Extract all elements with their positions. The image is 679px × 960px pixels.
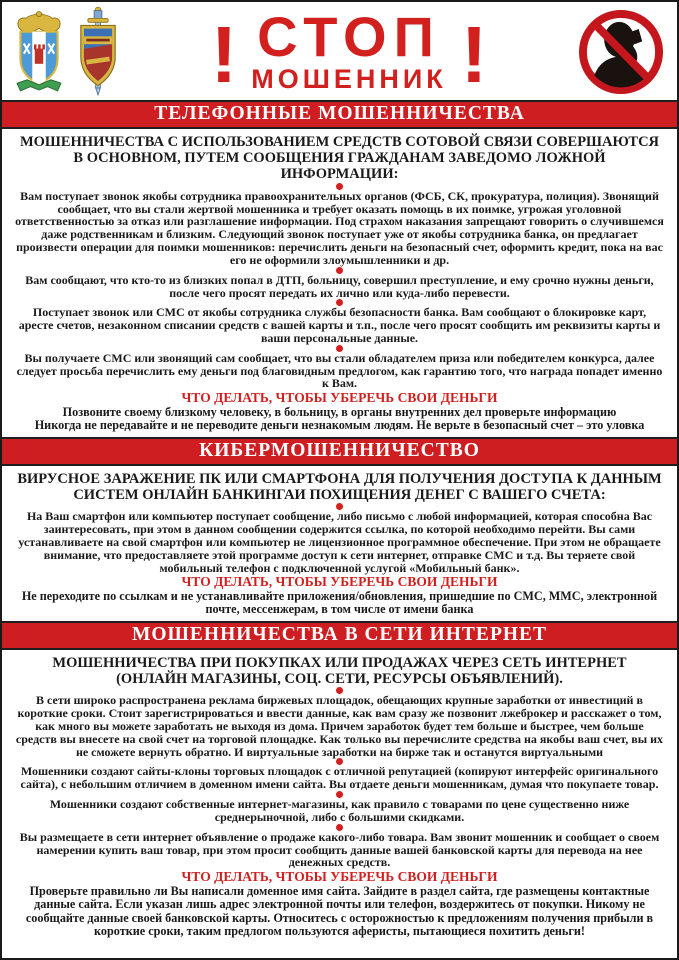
- section-intro: МОШЕННИЧЕСТВА ПРИ ПОКУПКАХ ИЛИ ПРОДАЖАХ ЧЕРЕЗ СЕТЬ ИНТЕРНЕТ (ОНЛАЙН МАГАЗИНЫ, СОЦ. СЕТИ, РЕСУРСЫ ОБЪЯВЛЕНИЙ).: [52, 654, 627, 688]
- bullet-paragraph: Вам сообщают, что кто-то из близких попал в ДТП, больницу, совершил преступление, и ему срочно нужны деньги, после чего просят передать их лично или куда-либо перевести.: [25, 272, 654, 300]
- section-cyber-fraud: [2, 466, 677, 621]
- exclamation-mark-right: !: [460, 9, 488, 99]
- what-to-do-heading: ЧТО ДЕЛАТЬ, ЧТОБЫ УБЕРЕЧЬ СВОИ ДЕНЬГИ: [181, 574, 498, 590]
- section-intro: МОШЕННИЧЕСТВА С ИСПОЛЬЗОВАНИЕМ СРЕДСТВ СОТОВОЙ СВЯЗИ СОВЕРШАЮТСЯ В ОСНОВНОМ, ПУТЕМ СООБЩЕНИЯ ГРАЖДАНАМ ЗАВЕДОМО ЛОЖНОЙ ИНФОРМАЦИИ:: [19, 134, 660, 183]
- title-words: [251, 5, 447, 94]
- fraudster-title: МОШЕННИК: [251, 63, 447, 94]
- bullet-paragraph: Вы размещаете в сети интернет объявление о продаже какого-либо товара. Вам звонит мошенник и сообщает о своем намерении купить ваш товар, при этом просит сообщить данные вашей банковской карты для перевода на нее денежных средств.: [19, 829, 660, 870]
- exclamation-mark-left: !: [210, 9, 238, 99]
- section-phone-fraud: [2, 129, 677, 437]
- bullet-paragraph: Поступает звонок или СМС от якобы сотрудника службы безопасности банка. Вам сообщают о блокировке карт, аресте счетов, незаконном списании средств с вашей карты и т.п., после чего просят сообщить им реквизиты карты и ваши персональные данные.: [18, 305, 661, 345]
- police-emblem-icon: [12, 6, 66, 98]
- section-internet-fraud: [2, 650, 677, 942]
- banner-phone-fraud: ТЕЛЕФОННЫЕ МОШЕННИЧЕСТВА: [2, 100, 677, 129]
- advice-line: Не переходите по ссылкам и не устанавливайте приложения/обновления, пришедшие по СМС, ММС, электронной почте, мессенжерам, в том числе от имени банка: [21, 589, 658, 617]
- bullet-paragraph: Мошенники создают собственные интернет-магазины, как правило с товарами по цене существенно ниже среднерыночной, либо с большими скидками.: [49, 797, 630, 824]
- banner-internet-fraud: МОШЕННИЧЕСТВА В СЕТИ ИНТЕРНЕТ: [2, 621, 677, 650]
- section-intro: ВИРУСНОЕ ЗАРАЖЕНИЕ ПК ИЛИ СМАРТФОНА ДЛЯ ПОЛУЧЕНИЯ ДОСТУПА К ДАННЫМ СИСТЕМ ОНЛАЙН БАНКИНГАИ ПОХИЩЕНИЯ ДЕНЕГ С ВАШЕГО СЧЕТА:: [17, 470, 662, 503]
- bullet-paragraph: Мошенники создают сайты-клоны торговых площадок с отличной репутацией (копируют интерфейс оригинального сайта), с небольшим отличием в доменном имени сайта. Вы отдаете деньги мошенникам, думая что покупаете товар.: [20, 764, 659, 792]
- what-to-do-heading: ЧТО ДЕЛАТЬ, ЧТОБЫ УБЕРЕЧЬ СВОИ ДЕНЬГИ: [181, 390, 498, 406]
- bullet-paragraph: Вам поступает звонок якобы сотрудника правоохранительных органов (ФСБ, СК, прокуратура, полиция). Звонящий сообщает, что вы стали жертвой мошенника и требует оказать помощь в их поимке, угрожая уголовной ответственностью за отказ или разглашение информации. Под страхом наказания запрещают говорить о случившемся даже родственникам и близким. Следующий звонок поступает уже от якобы сотрудника банка, он предлагает произвести операции для поимки мошенников: перечислить деньги на безопасный счет, оформить кредит, пока на вас его не оформили злоумышленники и др.: [15, 188, 664, 267]
- shield-sword-emblem-icon: [73, 6, 123, 98]
- advice-line: Проверьте правильно ли Вы написали доменное имя сайта. Зайдите в раздел сайта, где размещены контактные данные сайта. Если указан лишь адрес электронной почты или телефон, воздержитесь от покупки. Никому не сообщайте данные своей банковской карты. Относитесь с осторожностью к предложениям получения прибыли в короткие сроки, таким предлогом пользуются аферисты, пытающиеся похитить деньги!: [25, 884, 654, 938]
- advice-line: Позвоните своему близкому человеку, в больницу, в органы внутренних дел проверьте информацию: [62, 405, 617, 420]
- advice-line: Никогда не передавайте и не переводите деньги незнакомым людям. Не верьте в безопасный счет – это уловка: [34, 418, 645, 433]
- emblems-group: [12, 6, 123, 98]
- no-phone-sign-icon: [575, 6, 667, 98]
- bullet-paragraph: Вы получаете СМС или звонящий сам сообщает, что вы стали обладателем приза или победителем конкурса, далее следует просьба перечислить ему деньги под благовидным предлогом, как гарантию того, что награда попадет именно к Вам.: [16, 350, 663, 391]
- stop-title: СТОП: [257, 5, 441, 69]
- bullet-paragraph: В сети широко распространена реклама биржевых площадок, обещающих крупные заработки от инвестиций в короткие сроки. Стоит зарегистрироваться и ввести данные, как вам сразу же позвонит лжеброкер и расскажет о том, как много вы можете заработать не выходя из дома. Причем заработок будет тем больше и быстрее, чем больше средств вы внесете на свой счет на торговой площадке. Как только вы перечислите средства на якобы ваш счет, вы их не сможете вернуть обратно. И виртуальные заработки на бирже так и останутся виртуальными: [15, 693, 664, 759]
- title-block: [123, 5, 575, 99]
- poster-header: [2, 2, 677, 100]
- banner-cyber-fraud: КИБЕРМОШЕННИЧЕСТВО: [2, 437, 677, 466]
- bullet-paragraph: На Ваш смартфон или компьютер поступает сообщение, либо письмо с любой информацией, которая способна Вас заинтересовать, при этом в данном сообщении содержится ссылка, по которой необходимо перейти. Вы сами устанавливаете на свой смартфон или компьютер не лицензионное программное обеспечение. При этом не обращаете внимание, что предоставляете этой программе доступ к сети интернет, отправке СМС и т.д. Вы теряете свой мобильный телефон с подключенной услугой «Мобильный банк».: [18, 509, 661, 575]
- what-to-do-heading: ЧТО ДЕЛАТЬ, ЧТОБЫ УБЕРЕЧЬ СВОИ ДЕНЬГИ: [181, 869, 498, 885]
